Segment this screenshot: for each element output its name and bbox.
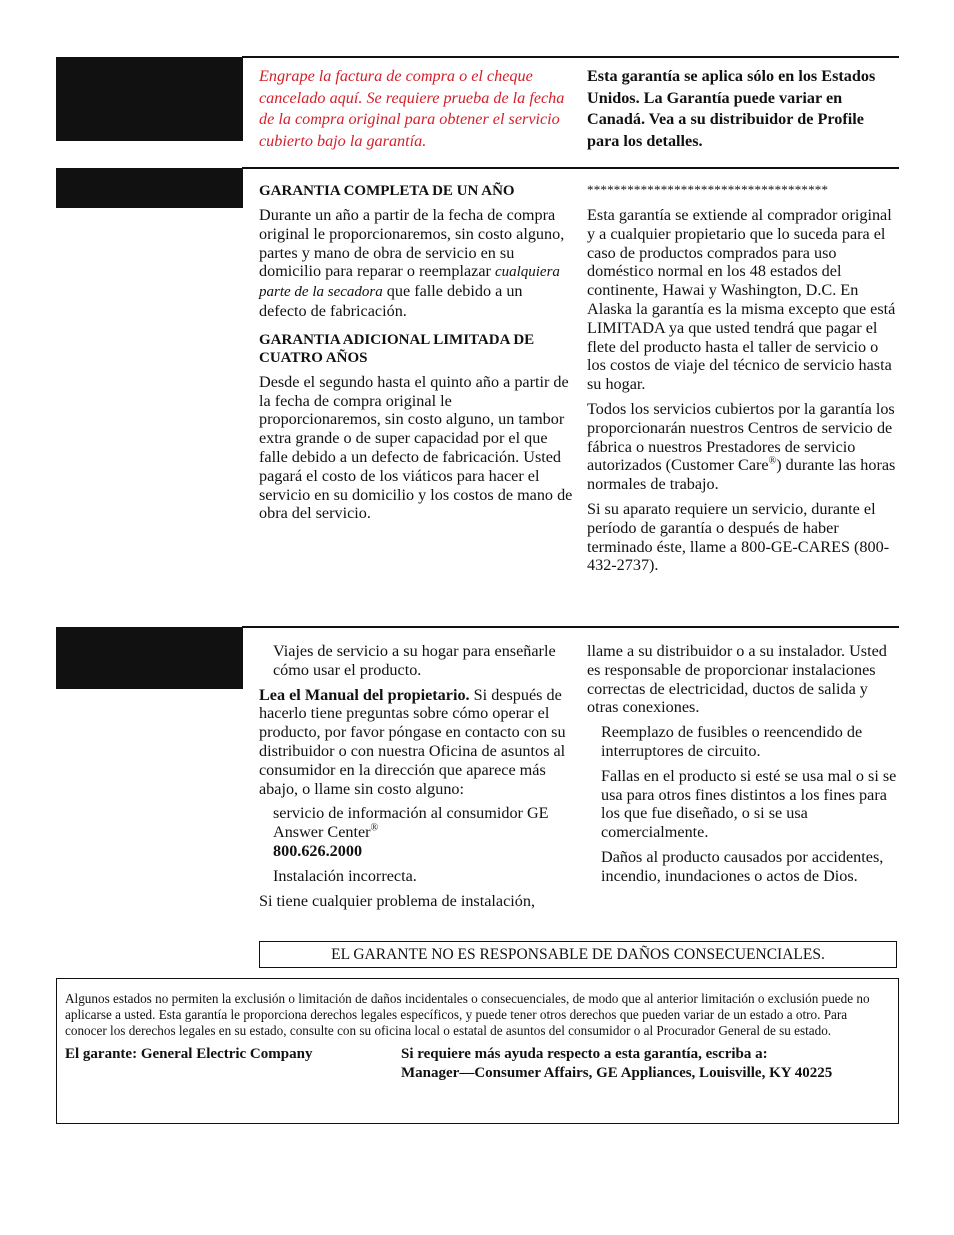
full-warranty-text: Durante un año a partir de la fecha de compra original le proporcionaremos, sin costo alguno, partes y mano de obra de servicio en su domicilio para reparar o reemplazar cualquiera parte de la secadora que falle debido a un defecto de fabricación. <box>259 206 565 320</box>
warranty-right-col <box>587 182 899 581</box>
black-tab-3 <box>56 627 243 689</box>
answer-center-phone: 800.626.2000 <box>273 841 363 860</box>
exclusion-misuse: Fallas en el producto si esté se usa mal o si se usa para otros fines distintos a los fines para los que fue diseñado, o si se usa comercialmente. <box>601 766 897 842</box>
call-text: Si su aparato requiere un servicio, durante el período de garantía o después de haber terminado éste, llame a 800-GE-CARES (800-432-2737). <box>587 499 890 575</box>
us-only-col <box>587 66 899 158</box>
guarantor: El garante: General Electric Company <box>65 1046 313 1062</box>
staple-note-col <box>259 66 577 158</box>
staple-note: Engrape la factura de compra o el cheque cancelado aquí. Se requiere prueba de la fecha de la compra original para obtener el servicio cubierto bajo la garantía. <box>259 67 565 150</box>
guarantor-row <box>65 1045 890 1083</box>
installation-problem-text: Si tiene cualquier problema de instalación, <box>259 891 535 910</box>
rule-3 <box>242 626 899 628</box>
consequential-damages-box: EL GARANTE NO ES RESPONSABLE DE DAÑOS CONSECUENCIALES. <box>259 941 897 968</box>
us-only-note: Esta garantía se aplica sólo en los Estados Unidos. La Garantía puede variar en Canadá. Vea a su distribuidor de Profile para los detalles. <box>587 67 876 150</box>
limited-warranty-text: Desde el segundo hasta el quinto año a partir de la fecha de compra original le proporcionaremos, sin costo alguno, un tambor extra grande o de super capacidad por el que falle debido a un defecto de fabricación. Usted pagará el costo de los viáticos para hacer el servicio en su domicilio y los costos de mano de obra del servicio. <box>259 372 573 523</box>
warranty-left-col <box>259 182 573 529</box>
exclusion-damage: Daños al producto causados por accidentes, incendio, inundaciones o actos de Dios. <box>601 847 884 885</box>
rule-2 <box>242 167 899 169</box>
legal-disclaimer: Algunos estados no permiten la exclusión o limitación de daños incidentales o consecuenciales, de modo que al anterior limitación o exclusión puede no aplicarse a usted. Esta garantía le proporciona derechos legales específicos, y puede tener otros derechos que pueden variar de un estado a otro. Para conocer los derechos legales en su estado, consulte con su oficina local o estatal de asuntos del consumidor o al Procurador General de su estado. <box>65 991 870 1038</box>
owner-manual-text: Lea el Manual del propietario. Si después de hacerlo tiene preguntas sobre cómo operar el producto, por favor póngase en contacto con su distribuidor o con nuestra Oficina de asuntos al consumidor en la dirección que aparece más abajo, o llame sin costo alguno: <box>259 685 566 798</box>
exclusions-left-col <box>259 642 573 916</box>
exclusions-right-col <box>587 642 899 892</box>
rule-top <box>242 56 899 58</box>
exclusion-service-trips: Viajes de servicio a su hogar para enseñarle cómo usar el producto. <box>273 642 556 679</box>
heading-limited-warranty: GARANTIA ADICIONAL LIMITADA DE CUATRO AÑOS <box>259 331 535 366</box>
stars-divider: ************************************ <box>587 182 829 197</box>
installation-responsibility: llame a su distribuidor o a su instalador. Usted es responsable de proporcionar instalaciones correctas de electricidad, ductos de salida y otras conexiones. <box>587 642 887 717</box>
black-tab-1 <box>56 57 243 141</box>
help-block: Si requiere más ayuda respecto a esta garantía, escriba a: Manager—Consumer Affairs, GE Appliances, Louisville, KY 40225 <box>401 1046 833 1081</box>
legal-footer <box>56 978 899 1124</box>
exclusion-installation: Instalación incorrecta. <box>273 866 417 885</box>
black-tab-2 <box>56 168 243 208</box>
coverage-text: Esta garantía se extiende al comprador original y a cualquier propietario que lo suceda para el caso de productos comprados para uso doméstico normal en los 48 estados del continente, Hawai y Washington, D.C. En Alaska la garantía es la misma excepto que está LIMITADA ya que usted tendrá que pagar el flete del producto hasta el taller de servicio o los costos de viaje del técnico de servicio hasta su hogar. <box>587 206 896 394</box>
heading-full-warranty: GARANTIA COMPLETA DE UN AÑO <box>259 183 515 199</box>
service-text: Todos los servicios cubiertos por la garantía los proporcionarán nuestros Centros de servicio de fábrica o nuestros Prestadores de servicio autorizados (Customer Care®) durante las horas normales de trabajo. <box>587 399 896 494</box>
consumer-affairs-address: Manager—Consumer Affairs, GE Appliances, Louisville, KY 40225 <box>401 1065 833 1081</box>
answer-center-text: servicio de información al consumidor GE Answer Center® 800.626.2000 <box>273 804 549 860</box>
exclusion-fuses: Reemplazo de fusibles o reencendido de interruptores de circuito. <box>601 723 863 760</box>
dryer-part-text: cualquiera parte de la secadora <box>259 264 560 301</box>
